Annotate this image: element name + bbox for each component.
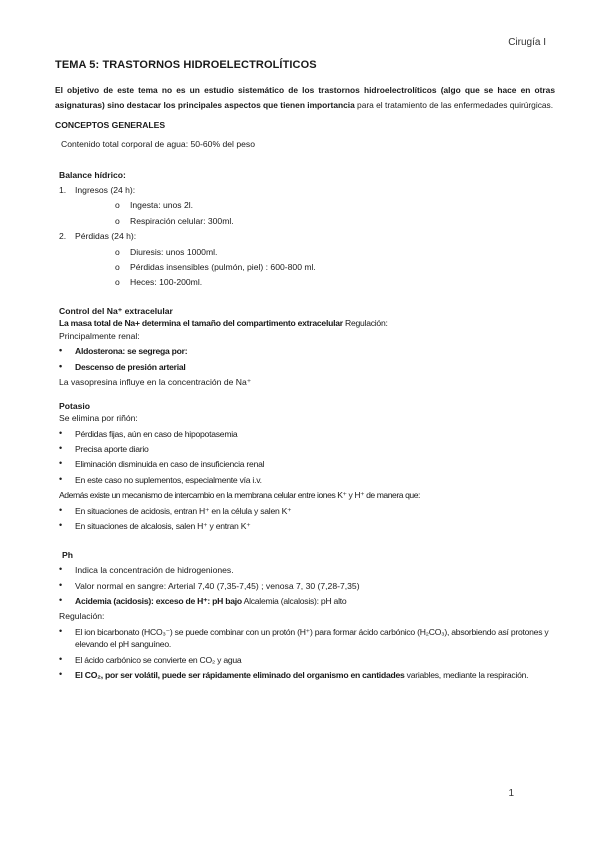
section-conceptos-heading: CONCEPTOS GENERALES [55, 120, 166, 131]
list-item: • Valor normal en sangre: Arterial 7,40 (7,35-7,45) ; venosa 7, 30 (7,28-7,35) [59, 579, 360, 591]
potasio-list [55, 428, 555, 487]
bullet-icon: • [59, 504, 62, 515]
bullet-icon: • [59, 473, 62, 484]
list-item: • Pérdidas fijas, aún en caso de hipopotasemia [59, 427, 238, 439]
intercambio-text: Además existe un mecanismo de intercambio en la membrana celular entre iones K⁺ y H⁺ de manera que: [59, 490, 420, 501]
list-item: • Indica la concentración de hidrogeniones. [59, 564, 234, 576]
balance-item-perdidas [55, 230, 555, 289]
renal-text: Principalmente renal: [59, 330, 140, 341]
regulacion-text: Regulación: [59, 611, 105, 622]
list-item: • Aldosterona: se segrega por: [59, 345, 188, 357]
bullet-icon: • [59, 360, 62, 371]
list-number: 1. [59, 184, 67, 195]
bullet-icon: • [59, 442, 62, 453]
balance-item-ingresos [55, 184, 555, 227]
circle-bullet-icon: o [115, 261, 120, 272]
ph-heading: Ph [62, 549, 73, 560]
list-item: • El CO₂, por ser volátil, puede ser rápidamente eliminado del organismo en cantidades variables, mediante la respiración. [59, 669, 529, 681]
agua-total-text: Contenido total corporal de agua: 50-60% del peso [61, 138, 255, 149]
list-item: • Acidemia (acidosis): exceso de H⁺: pH bajo Alcalemia (alcalosis): pH alto [59, 595, 347, 607]
list-item: • Eliminación disminuida en caso de insuficiencia renal [59, 458, 265, 470]
sub-list [75, 246, 555, 289]
list-item: • El ácido carbónico se convierte en CO₂ y agua [59, 653, 242, 665]
bullet-icon: • [59, 564, 63, 575]
bullet-icon: • [59, 595, 62, 606]
potasio-list-2 [55, 505, 555, 533]
sub-list [75, 199, 555, 227]
potasio-heading: Potasio [59, 400, 91, 411]
circle-bullet-icon: o [115, 277, 120, 288]
list-item-label: Ingresos (24 h): [75, 184, 136, 195]
list-item: o Respiración celular: 300ml. [115, 215, 234, 226]
bullet-icon: • [59, 520, 62, 531]
balance-heading: Balance hídrico: [59, 170, 126, 181]
list-item: o Ingesta: unos 2l. [115, 200, 194, 211]
intro-normal: para el tratamiento de las enfermedades quirúrgicas. [354, 99, 554, 110]
potasio-elimina-text: Se elimina por riñón: [59, 413, 138, 424]
bullet-icon: • [59, 345, 62, 356]
intro-paragraph [55, 83, 555, 112]
balance-list [55, 184, 555, 289]
masa-sodio-text: La masa total de Na+ determina el tamaño del compartimento extracelular Regulación: [59, 318, 388, 329]
list-item: • Descenso de presión arterial [59, 360, 186, 372]
bullet-icon: • [59, 653, 62, 664]
bullet-icon: • [59, 579, 63, 590]
circle-bullet-icon: o [115, 200, 120, 211]
list-item-label: Pérdidas (24 h): [75, 231, 137, 242]
list-number: 2. [59, 231, 67, 242]
bullet-icon: • [59, 669, 62, 680]
list-item: o Heces: 100-200ml. [115, 277, 203, 288]
regulacion-list [55, 626, 555, 682]
bullet-icon: • [59, 458, 62, 469]
document-body [55, 58, 555, 685]
running-header: Cirugía I [508, 37, 546, 48]
list-item: • En situaciones de alcalosis, salen H⁺ y entran K⁺ [59, 520, 251, 532]
list-item: o Diuresis: unos 1000ml. [115, 246, 218, 257]
ph-list [55, 564, 555, 607]
list-item: • En este caso no suplementos, especialmente vía i.v. [59, 473, 262, 485]
sodio-heading: Control del Na⁺ extracelular [59, 305, 173, 316]
list-item: • Precisa aporte diario [59, 442, 149, 454]
bullet-icon: • [59, 625, 62, 636]
circle-bullet-icon: o [115, 215, 120, 226]
vasopresina-text: La vasopresina influye en la concentración de Na⁺ [59, 377, 252, 388]
list-item: o Pérdidas insensibles (pulmón, piel) : 600-800 ml. [115, 261, 316, 272]
list-item: • En situaciones de acidosis, entran H⁺ en la célula y salen K⁺ [59, 504, 292, 516]
sodio-list [55, 345, 555, 373]
bullet-icon: • [59, 427, 62, 438]
list-item: • El ion bicarbonato (HCO₃⁻) se puede combinar con un protón (H⁺) para formar ácido carbónico (H₂CO₃), absorbiendo así protones y elevando el pH sanguíneo. [59, 625, 549, 650]
page-number: 1 [508, 788, 514, 799]
intro-bold: El objetivo de este tema no es un estudio sistemático de los trastornos hidroelectrolíticos (algo que se hace en otras asignaturas) sino destacar los principales aspectos que tienen importancia [55, 84, 555, 110]
circle-bullet-icon: o [115, 246, 120, 257]
page-title: TEMA 5: TRASTORNOS HIDROELECTROLÍTICOS [55, 59, 317, 71]
